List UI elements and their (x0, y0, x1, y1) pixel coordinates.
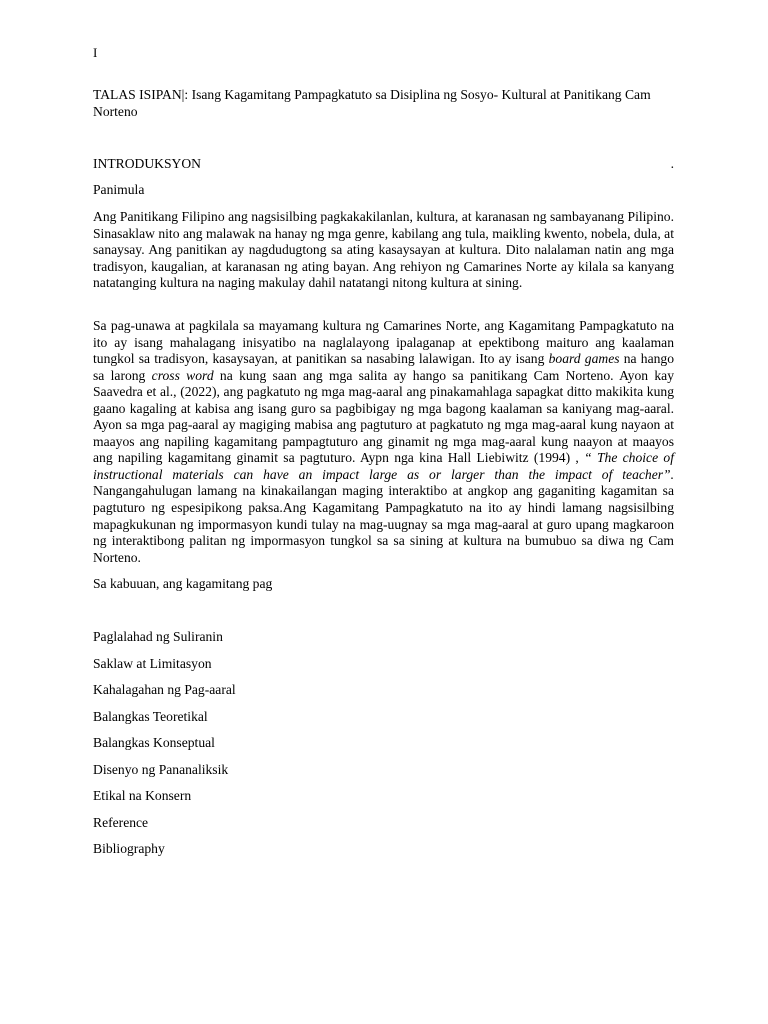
introduction-heading: INTRODUKSYON (93, 156, 201, 171)
panimula-paragraph-3: Sa kabuuan, ang kagamitang pag (93, 576, 273, 591)
paragraph-2-text-d: Nangangahulugan lamang na kinakailangan maging interaktibo at angkop ang gaganiting kagamitan sa pagtuturo ng espesipikong paksa.Ang Kagamitang Pampagkatuto na ito ay hindi lamang nagsisilbing mapagkukunan ng impormasyon kundi tulay na mag-uugnay sa mga mag-aaral at guro upang magkaroon ng interaktibong palitan ng impormasyon tungkol sa sa sining at kultura na bumubuo sa diwa ng Cam Norteno. (93, 483, 674, 565)
board-games-term: board games (548, 351, 620, 367)
section-heading: Disenyo ng Pananaliksik (93, 761, 229, 777)
panimula-paragraph-1: Ang Panitikang Filipino ang nagsisilbing pagkakakilanlan, kultura, at karanasan ng sambayanang Pilipino. Sinasaklaw nito ang malawak na hanay ng mga genre, kabilang ang tula, maikling kwento, nobela, dula, at sanaysay. Ang panitikan ay nagdudugtong sa ating kasaysayan at kultura. Dito nalalaman natin ang mga tradisyon, kaugalian, at karanasan ng ating bayan. Ang rehiyon ng Camarines Norte ay kilala sa kanyang natatanging kultura na naging makulay dahil natatangi nitong kultura at sining. (93, 209, 674, 291)
section-heading: Balangkas Teoretikal (93, 708, 208, 724)
section-heading: Etikal na Konsern (93, 788, 192, 803)
paragraph-2-text-c: na kung saan ang mga salita ay hango sa panitikang Cam Norteno. Ayon kay Saavedra et al., (2022), ang pagkatuto ng mga mag-aaral ang pinakamahlaga sapagkat ditto makikita kung gaano kagaling at kabisa ang isang guro sa pagbibigay ng mga bagong kaalaman sa kaniyang mag-aaral. Ayon sa mga pag-aaral ay magiging mabisa ang pagtuturo at pagkatuto ng mga mag-aaral kung nayaon at maayos ang napiling kagamitang pampagtuturo ang ginamit ng mga mag-aaral kung naayon at maayos ang napiling kagamitang ginamit sa pagtuturo. Aypn nga kina Hall Liebiwitz (1994) , (93, 367, 674, 466)
liebiwitz-quote: “ The choice of instructional materials can have an impact large as or larger than the impact of teacher”. (93, 450, 674, 482)
panimula-paragraph-2 (93, 318, 674, 566)
heading-trailing-dot: . (670, 156, 674, 171)
paragraph-2-text-b: na hango sa larong (93, 351, 674, 383)
section-heading: Paglalahad ng Suliranin (93, 629, 223, 644)
section-heading: Reference (93, 814, 149, 830)
introduction-heading-row (93, 156, 674, 173)
section-headings-list (93, 629, 674, 868)
panimula-label: Panimula (93, 182, 145, 197)
paragraph-2-text-a: Sa pag-unawa at pagkilala sa mayamang kultura ng Camarines Norte, ang Kagamitang Pampagkatuto na ito ay isang mahalagang inisyatibo na naglalayong ipalaganap at epektibong maituro ang kaalaman tungkol sa tradisyon, kasaysayan, at panitikan sa nasabing lalawigan. Ito ay isang (93, 318, 674, 367)
cross-word-term: cross word (151, 367, 214, 383)
text-cursor-mark: I (93, 45, 98, 60)
document-title: TALAS ISIPAN|: Isang Kagamitang Pampagkatuto sa Disiplina ng Sosyo- Kultural at Panitikang Cam Norteno (93, 87, 651, 119)
section-heading: Balangkas Konseptual (93, 735, 215, 750)
section-heading: Kahalagahan ng Pag-aaral (93, 682, 236, 697)
section-heading: Bibliography (93, 841, 165, 856)
section-heading: Saklaw at Limitasyon (93, 655, 212, 671)
